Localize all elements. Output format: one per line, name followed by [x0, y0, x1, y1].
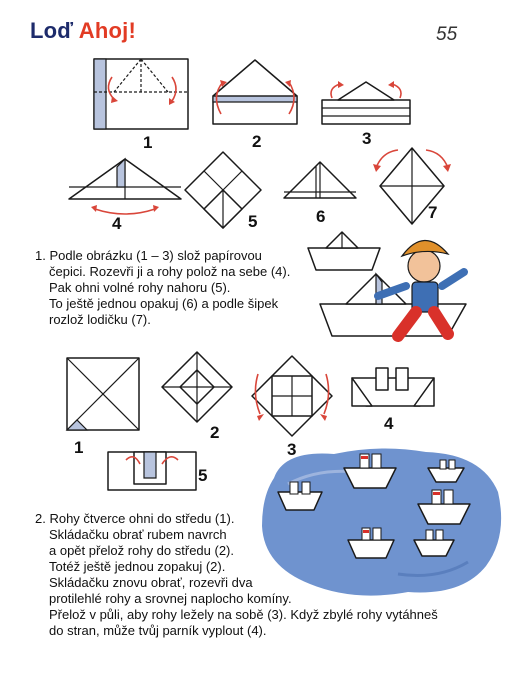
diagram-s2-step1	[65, 356, 141, 432]
step-number: 6	[316, 207, 326, 226]
diagram-s2-step5	[104, 448, 200, 494]
instruction-line: Skládačku znovu obrať, rozevři dva	[49, 575, 253, 590]
instruction-line: Totéž ještě jednou zopakuj (2).	[49, 559, 226, 574]
instruction-line: Pak ohni volné rohy nahoru (5).	[49, 280, 231, 295]
step-number: 2	[252, 132, 262, 151]
step-number: 5	[248, 212, 258, 231]
diagram-s1-step4	[65, 157, 185, 223]
step-number: 7	[428, 203, 438, 222]
step-number: 1	[74, 438, 84, 457]
step-number: 1	[143, 133, 153, 152]
instruction-line: Skládačku obrať rubem navrch	[49, 527, 227, 542]
page-number: 55	[436, 24, 458, 45]
diagram-s2-step4	[350, 366, 436, 410]
diagram-s1-step7	[372, 144, 452, 230]
diagram-s2-step3	[250, 354, 334, 438]
step-number: 4	[384, 414, 394, 433]
diagram-s1-step1	[92, 55, 192, 135]
instruction-line: protilehlé rohy a srovnej naplocho komíny.	[49, 591, 292, 606]
instruction-line: čepici. Rozevři ji a rohy polož na sebe (4).	[49, 264, 291, 279]
diagram-s2-step2	[160, 350, 234, 424]
page-title	[30, 18, 136, 44]
instruction-line: rozlož lodičku (7).	[49, 312, 151, 327]
diagram-s1-step2	[205, 58, 305, 128]
instruction-line: 2. Rohy čtverce ohni do středu (1).	[35, 511, 235, 526]
step-number: 5	[198, 466, 208, 485]
instructions-section-2	[35, 511, 438, 639]
step-number: 2	[210, 423, 220, 442]
diagram-s1-step3	[318, 80, 414, 130]
step-number: 4	[112, 214, 122, 233]
boy-with-paper-boats-illustration	[302, 226, 472, 356]
diagram-s1-step6	[280, 160, 360, 210]
instruction-line: a opět přelož rohy do středu (2).	[49, 543, 234, 558]
instruction-line: Přelož v půli, aby rohy ležely na sobě (3). Když zbylé rohy vytáhneš	[49, 607, 438, 622]
title-part-1: Loď	[30, 18, 74, 43]
instruction-line: To ještě jednou opakuj (6) a podle šipek	[49, 296, 279, 311]
instructions-section-1	[35, 248, 290, 328]
instruction-line: 1. Podle obrázku (1 – 3) slož papírovou	[35, 248, 262, 263]
step-number: 3	[362, 129, 372, 148]
title-part-2: Ahoj!	[78, 18, 136, 43]
instruction-line: do stran, může tvůj parník vyplout (4).	[49, 623, 267, 638]
step-number: 3	[287, 440, 297, 459]
